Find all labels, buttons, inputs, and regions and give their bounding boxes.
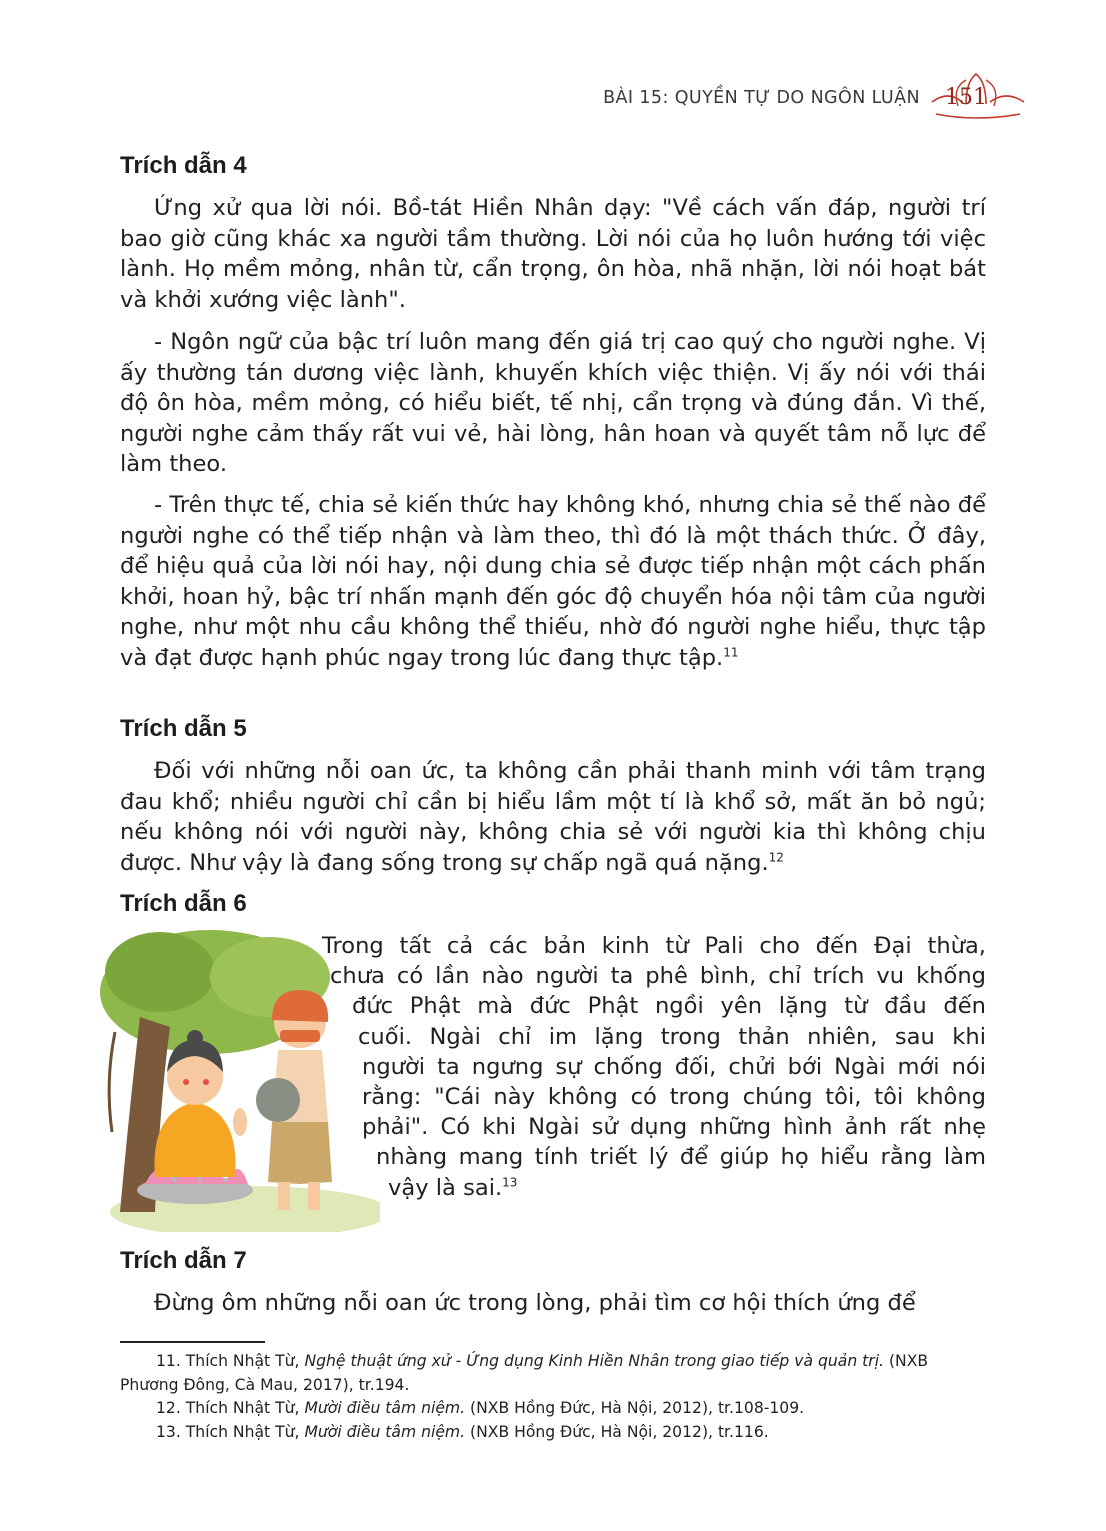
quote-6-line-2	[330, 961, 986, 992]
quote-6-line-4	[358, 1022, 986, 1053]
quote-5-paragraph-text: Đối với những nỗi oan ức, ta không cần phải thanh minh với tâm trạng đau khổ; nhiều người chỉ cần bị hiểu lầm một tí là khổ sở, mất ăn bỏ ngủ; nếu không nói với người này, không chia sẻ với người kia thì không chịu được. Như vậy là đang sống trong sự chấp ngã quá nặng.	[120, 758, 986, 876]
footnote-divider	[120, 1341, 265, 1343]
quote-6-line-6-text: rằng: "Cái này không có trong chúng tôi, tôi không	[362, 1084, 986, 1110]
quote-6-line-8-text: nhàng mang tính triết lý để giúp họ hiểu rằng làm	[376, 1144, 986, 1170]
quote-6-line-1-text: Trong tất cả các bản kinh từ Pali cho đến Đại thừa,	[322, 933, 986, 959]
quote-6-line-2-text: chưa có lần nào người ta phê bình, chỉ trích vu khống	[330, 963, 986, 989]
footnotes	[120, 1350, 990, 1444]
quote-4-paragraph-1: Ứng xử qua lời nói. Bồ-tát Hiền Nhân dạy: "Về cách vấn đáp, người trí bao giờ cũng khác xa người tầm thường. Lời nói của họ luôn hướng tới việc lành. Họ mềm mỏng, nhân từ, cẩn trọng, ôn hòa, nhã nhặn, lời nói hoạt bát và khởi xướng việc lành".	[120, 195, 986, 313]
chapter-title: BÀI 15: QUYỀN TỰ DO NGÔN LUẬN	[603, 88, 920, 108]
footnote-13: 13. Thích Nhật Từ, Mười điều tâm niệm. (NXB Hồng Đức, Hà Nội, 2012), tr.116.	[156, 1422, 769, 1441]
footnote-ref-12: 12	[768, 849, 784, 864]
quote-6-line-3	[352, 991, 986, 1022]
quote-6-line-5-text: người ta ngưng sự chống đối, chửi bới Ngài mới nói	[362, 1054, 986, 1080]
quote-4-paragraph-3-text: - Trên thực tế, chia sẻ kiến thức hay không khó, nhưng chia sẻ thế nào để người nghe có thể tiếp nhận và làm theo, thì đó là một thách thức. Ở đây, để hiệu quả của lời nói hay, nội dung chia sẻ được tiếp nhận một cách phấn khởi, hoan hỷ, bậc trí nhấn mạnh đến góc độ chuyển hóa nội tâm của người nghe, như một nhu cầu không thể thiếu, nhờ đó người nghe hiểu, thực tập và đạt được hạnh phúc ngay trong lúc đang thực tập.	[120, 492, 986, 671]
quote-6-line-6	[362, 1082, 986, 1113]
heading-quote-4: Trích dẫn 4	[120, 152, 247, 179]
quote-7-paragraph: Đừng ôm những nỗi oan ức trong lòng, phải tìm cơ hội thích ứng để	[154, 1290, 916, 1316]
quote-6-line-7	[362, 1112, 986, 1143]
page-number: 151	[945, 85, 987, 110]
quote-6-line-9	[388, 1173, 788, 1204]
quote-6-line-7-text: phải". Có khi Ngài sử dụng những hình ảnh rất nhẹ	[362, 1114, 986, 1140]
page-header	[603, 72, 1028, 124]
footnote-ref-11: 11	[723, 644, 739, 659]
footnote-12: 12. Thích Nhật Từ, Mười điều tâm niệm. (NXB Hồng Đức, Hà Nội, 2012), tr.108-109.	[156, 1399, 805, 1417]
footnote-ref-13: 13	[502, 1175, 518, 1190]
quote-4-paragraph-3	[120, 490, 986, 673]
page-number-badge	[928, 72, 1028, 124]
quote-6-line-3-text: đức Phật mà đức Phật ngồi yên lặng từ đầu đến	[352, 993, 986, 1019]
quote-6-line-8	[376, 1142, 986, 1173]
quote-5-paragraph	[120, 756, 986, 878]
quote-6-line-9-text: vậy là sai.	[388, 1175, 503, 1201]
heading-quote-5: Trích dẫn 5	[120, 715, 247, 742]
quote-4-paragraph-2: - Ngôn ngữ của bậc trí luôn mang đến giá trị cao quý cho người nghe. Vị ấy thường tán dương việc lành, khuyến khích việc thiện. Vị ấy nói với thái độ ôn hòa, mềm mỏng, có hiểu biết, tế nhị, cẩn trọng và đúng đắn. Vì thế, người nghe cảm thấy rất vui vẻ, hài lòng, hân hoan và quyết tâm nỗ lực để làm theo.	[120, 329, 986, 477]
quote-6-line-1	[322, 931, 986, 962]
footnote-11: 11. Thích Nhật Từ, Nghệ thuật ứng xử - Ứng dụng Kinh Hiền Nhân trong giao tiếp và quản trị. (NXB Phương Đông, Cà Mau, 2017), tr.194.	[120, 1352, 929, 1394]
quote-6-line-4-text: cuối. Ngài chỉ im lặng trong thản nhiên, sau khi	[358, 1024, 986, 1050]
heading-quote-7: Trích dẫn 7	[120, 1247, 247, 1274]
quote-6-line-5	[362, 1052, 986, 1083]
heading-quote-6: Trích dẫn 6	[120, 890, 247, 917]
